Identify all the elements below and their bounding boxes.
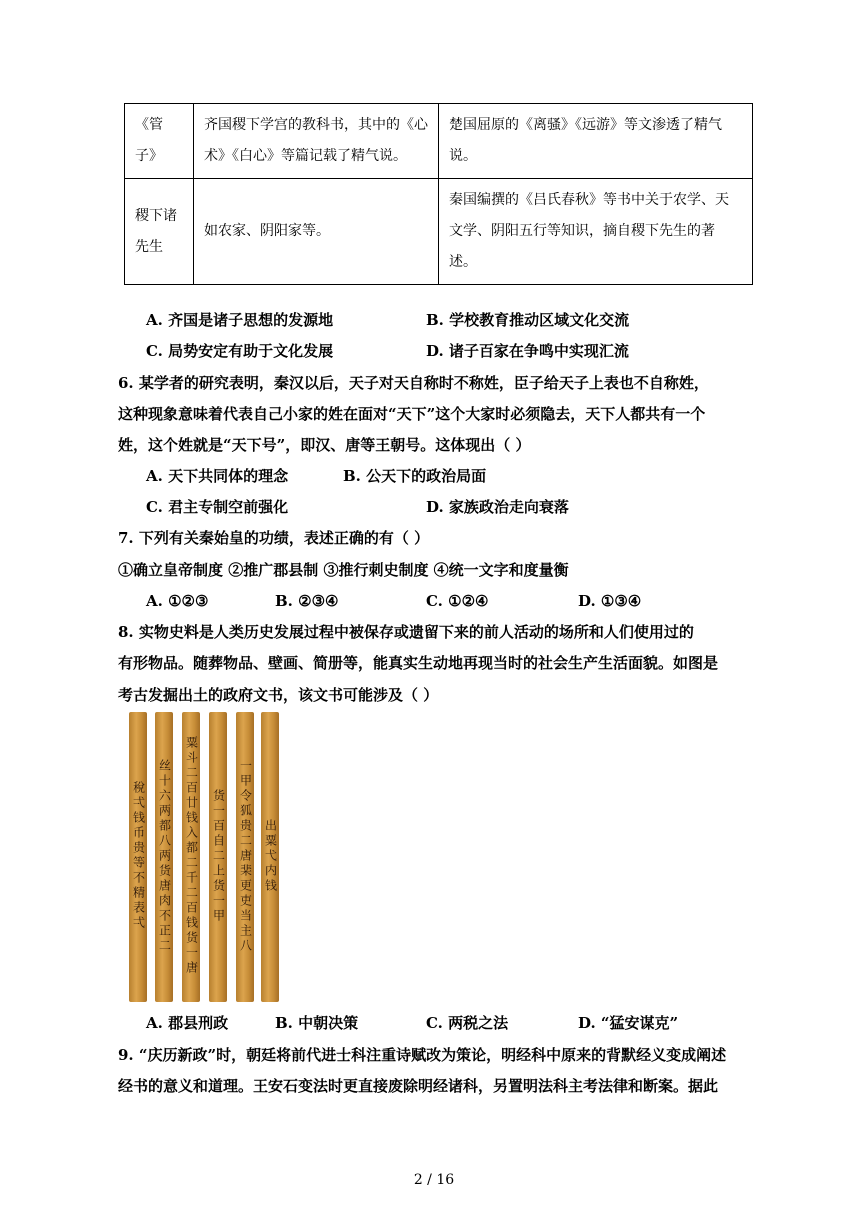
bamboo-slip: 稅弌钱币贵等不精表弌 xyxy=(129,712,147,1002)
source-table xyxy=(124,103,753,285)
table-row xyxy=(125,179,753,285)
bamboo-slips-photo xyxy=(129,712,279,1002)
q5-option-d: D. 诸子百家在争鸣中实现汇流 xyxy=(426,342,629,360)
q7-option-b: B. ②③④ xyxy=(275,592,339,610)
q6-option-a: A. 天下共同体的理念 xyxy=(146,467,289,485)
q5-option-c: C. 局势安定有助于文化发展 xyxy=(146,342,334,360)
table-cell: 齐国稷下学宫的教科书，其中的《心术》《白心》等篇记载了精气说。 xyxy=(194,104,439,179)
table-cell: 《管子》 xyxy=(125,104,194,179)
bamboo-slip: 丝十六两都八两货唐肉不正二 xyxy=(155,712,173,1002)
q8-option-a: A. 郡县刑政 xyxy=(146,1014,229,1032)
q9-stem-line-1: 9. “庆历新政”时，朝廷将前代进士科注重诗赋改为策论，明经科中原来的背默经义变成阐述 xyxy=(118,1046,727,1064)
q7-items: ①确立皇帝制度 ②推广郡县制 ③推行刺史制度 ④统一文字和度量衡 xyxy=(118,561,569,579)
q8-stem-line-3: 考古发掘出土的政府文书，该文书可能涉及（ ） xyxy=(118,686,439,704)
q8-option-b: B. 中朝决策 xyxy=(275,1014,359,1032)
page-number: 2 / 16 xyxy=(413,1172,455,1188)
q6-option-c: C. 君主专制空前强化 xyxy=(146,498,289,516)
q8-stem-line-2: 有形物品。随葬物品、壁画、简册等，能真实生动地再现当时的社会生产生活面貌。如图是 xyxy=(118,654,719,672)
bamboo-slip: 粟斗二百廿钱入都二千二百钱货一唐 xyxy=(182,712,200,1002)
q8-option-d: D. “猛安谋克” xyxy=(578,1014,679,1032)
bamboo-slip: 一甲令狐贵二唐棐更吏当主八 xyxy=(236,712,254,1002)
table-cell: 稷下诸先生 xyxy=(125,179,194,285)
q7-option-d: D. ①③④ xyxy=(578,592,642,610)
q6-stem-line-1: 6. 某学者的研究表明，秦汉以后，天子对天自称时不称姓，臣子给天子上表也不自称姓， xyxy=(118,374,709,392)
bamboo-slip: 货一百自二上货一甲 xyxy=(209,712,227,1002)
q6-stem-line-3: 姓，这个姓就是“天下号”，即汉、唐等王朝号。这体现出（ ） xyxy=(118,436,531,454)
table-cell: 楚国屈原的《离骚》《远游》等文渗透了精气说。 xyxy=(439,104,753,179)
table-cell: 秦国编撰的《吕氏春秋》等书中关于农学、天文学、阴阳五行等知识，摘自稷下先生的著述。 xyxy=(439,179,753,285)
table-row xyxy=(125,104,753,179)
q6-stem-line-2: 这种现象意味着代表自己小家的姓在面对“天下”这个大家时必须隐去，天下人都共有一个 xyxy=(118,405,706,423)
q8-option-c: C. 两税之法 xyxy=(426,1014,509,1032)
q7-stem: 7. 下列有关秦始皇的功绩，表述正确的有（ ） xyxy=(118,529,430,547)
q5-option-a: A. 齐国是诸子思想的发源地 xyxy=(146,311,334,329)
q6-option-d: D. 家族政治走向衰落 xyxy=(426,498,569,516)
table-cell: 如农家、阴阳家等。 xyxy=(194,179,439,285)
q8-stem-line-1: 8. 实物史料是人类历史发展过程中被保存或遗留下来的前人活动的场所和人们使用过的 xyxy=(118,623,694,641)
q7-option-a: A. ①②③ xyxy=(146,592,209,610)
q6-option-b: B. 公天下的政治局面 xyxy=(343,467,487,485)
q5-option-b: B. 学校教育推动区域文化交流 xyxy=(426,311,630,329)
q7-option-c: C. ①②④ xyxy=(426,592,489,610)
bamboo-slip: 出粟弋内钱 xyxy=(261,712,279,1002)
q9-stem-line-2: 经书的意义和道理。王安石变法时更直接废除明经诸科，另置明法科主考法律和断案。据此 xyxy=(118,1077,719,1095)
